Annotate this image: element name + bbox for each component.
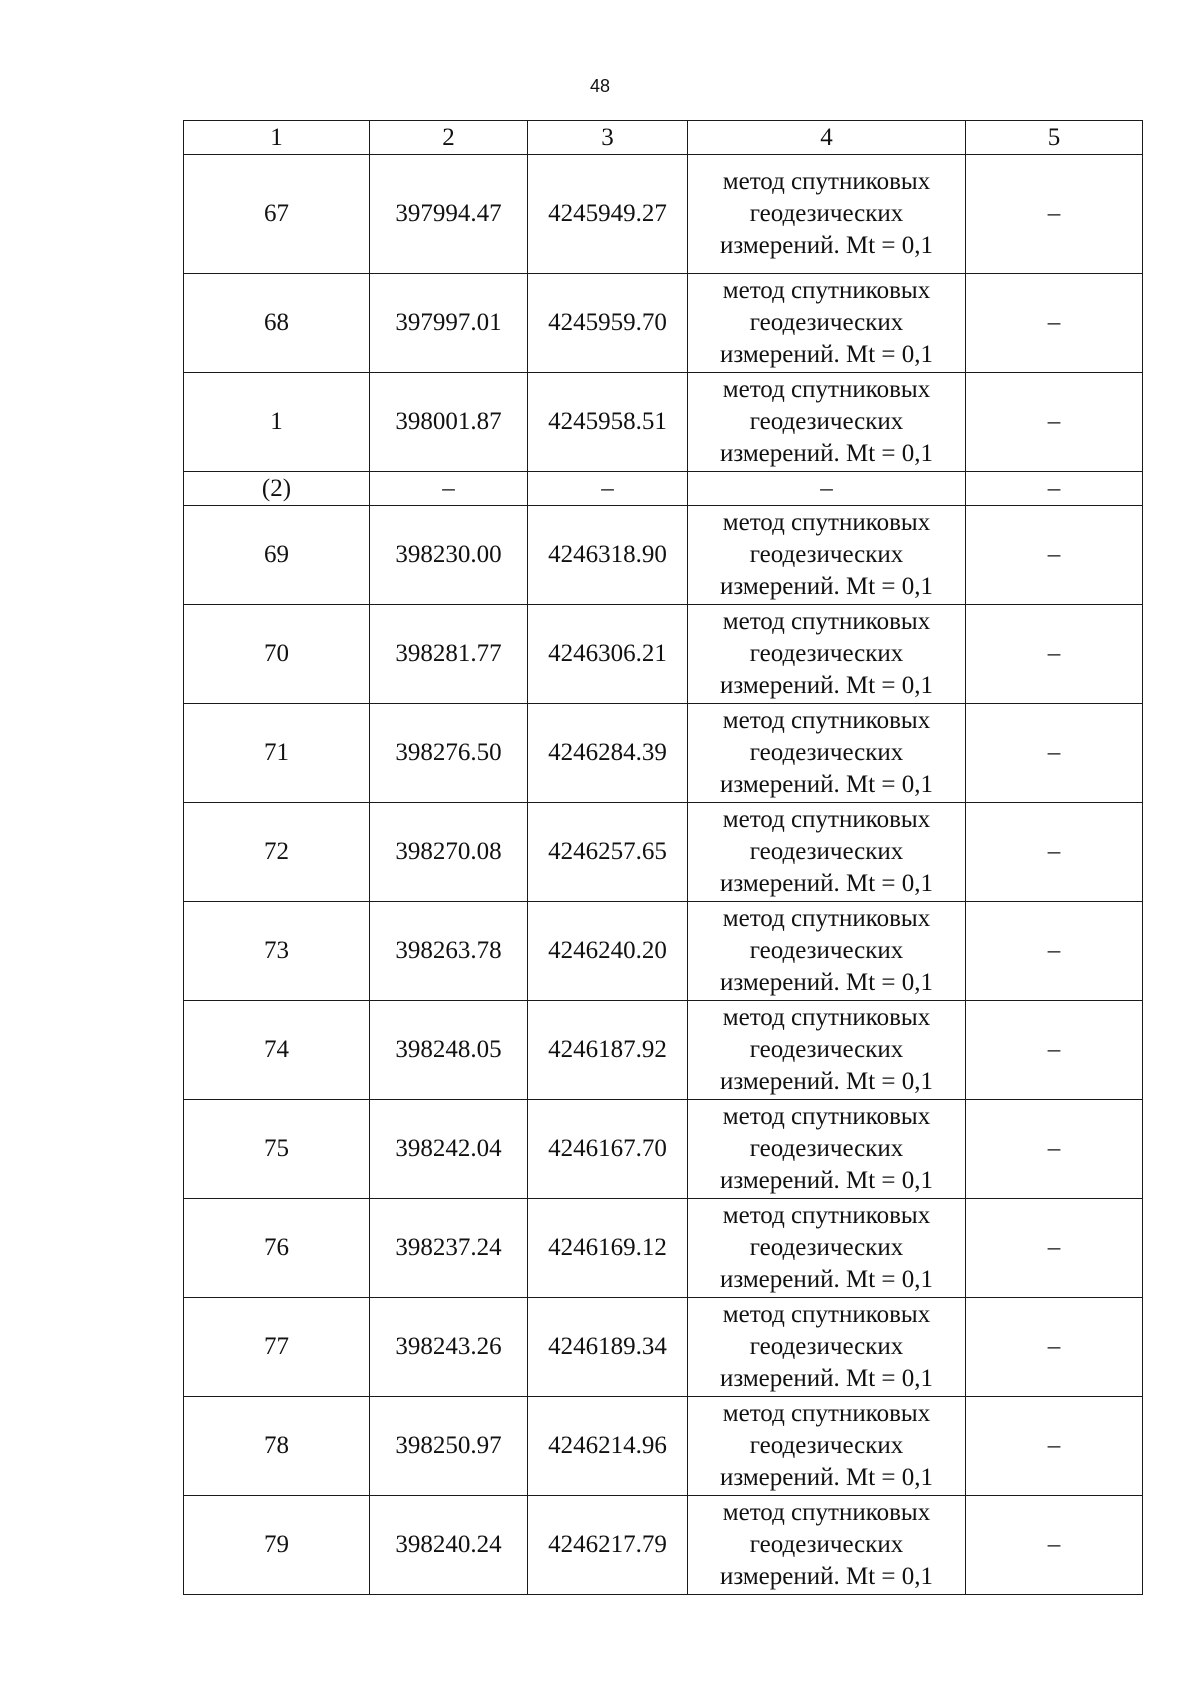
table-row (184, 1298, 1143, 1397)
method-text-line: геодезических (749, 1432, 904, 1459)
method-text-line: измерений. Mt = 0,1 (719, 672, 934, 699)
method-text-line: геодезических (749, 937, 904, 964)
method-text-line: метод спутниковых (722, 277, 931, 304)
method-text-line: метод спутниковых (722, 168, 931, 195)
method-text-line: метод спутниковых (722, 707, 931, 734)
note-cell: – (966, 803, 1143, 902)
point-number-cell: 72 (184, 803, 370, 902)
point-number-cell: 1 (184, 373, 370, 472)
note-cell: – (966, 472, 1143, 506)
y-coordinate-cell: 4246214.96 (528, 1397, 688, 1496)
method-text-line: метод спутниковых (722, 509, 931, 536)
table-header-row (184, 121, 1143, 155)
point-number-cell: 69 (184, 506, 370, 605)
x-coordinate-cell: 398276.50 (370, 704, 528, 803)
y-coordinate-cell: – (528, 472, 688, 506)
method-text-line: измерений. Mt = 0,1 (719, 1068, 934, 1095)
point-number-cell: 73 (184, 902, 370, 1001)
method-text-line: измерений. Mt = 0,1 (719, 1464, 934, 1491)
x-coordinate-cell: – (370, 472, 528, 506)
note-cell: – (966, 1298, 1143, 1397)
note-cell: – (966, 373, 1143, 472)
x-coordinate-cell: 397997.01 (370, 274, 528, 373)
point-number-cell: 67 (184, 155, 370, 274)
y-coordinate-cell: 4246169.12 (528, 1199, 688, 1298)
method-text-line: геодезических (749, 640, 904, 667)
y-coordinate-cell: 4246318.90 (528, 506, 688, 605)
note-cell: – (966, 605, 1143, 704)
point-number-cell: 79 (184, 1496, 370, 1595)
method-text-line: измерений. Mt = 0,1 (719, 1266, 934, 1293)
table-row (184, 902, 1143, 1001)
point-number-cell: 77 (184, 1298, 370, 1397)
method-text-line: геодезических (749, 200, 904, 227)
method-text-line: метод спутниковых (722, 1499, 931, 1526)
y-coordinate-cell: 4245949.27 (528, 155, 688, 274)
method-cell (688, 803, 966, 902)
note-cell: – (966, 704, 1143, 803)
table-row (184, 704, 1143, 803)
method-text-line: метод спутниковых (722, 1004, 931, 1031)
contour-label-cell: (2) (184, 472, 370, 506)
method-cell (688, 1199, 966, 1298)
note-cell: – (966, 902, 1143, 1001)
note-cell: – (966, 155, 1143, 274)
method-text-line: метод спутниковых (722, 806, 931, 833)
x-coordinate-cell: 398001.87 (370, 373, 528, 472)
x-coordinate-cell: 398243.26 (370, 1298, 528, 1397)
table-row (184, 1100, 1143, 1199)
y-coordinate-cell: 4246187.92 (528, 1001, 688, 1100)
y-coordinate-cell: 4246284.39 (528, 704, 688, 803)
column-header: 3 (528, 121, 688, 155)
method-text-line: измерений. Mt = 0,1 (719, 870, 934, 897)
y-coordinate-cell: 4246306.21 (528, 605, 688, 704)
method-text-line: метод спутниковых (722, 608, 931, 635)
method-cell (688, 1001, 966, 1100)
x-coordinate-cell: 398237.24 (370, 1199, 528, 1298)
y-coordinate-cell: 4245959.70 (528, 274, 688, 373)
method-text-line: измерений. Mt = 0,1 (719, 771, 934, 798)
method-text-line: метод спутниковых (722, 1301, 931, 1328)
note-cell: – (966, 1397, 1143, 1496)
column-header: 4 (688, 121, 966, 155)
x-coordinate-cell: 398240.24 (370, 1496, 528, 1595)
x-coordinate-cell: 397994.47 (370, 155, 528, 274)
method-text-line: измерений. Mt = 0,1 (719, 341, 934, 368)
point-number-cell: 74 (184, 1001, 370, 1100)
method-text-line: метод спутниковых (722, 376, 931, 403)
note-cell: – (966, 1496, 1143, 1595)
method-cell (688, 1100, 966, 1199)
point-number-cell: 68 (184, 274, 370, 373)
point-number-cell: 70 (184, 605, 370, 704)
column-header: 2 (370, 121, 528, 155)
method-text-line: геодезических (749, 541, 904, 568)
method-cell (688, 1397, 966, 1496)
note-cell: – (966, 274, 1143, 373)
note-cell: – (966, 1001, 1143, 1100)
method-text-line: метод спутниковых (722, 1103, 931, 1130)
method-text-line: измерений. Mt = 0,1 (719, 573, 934, 600)
x-coordinate-cell: 398242.04 (370, 1100, 528, 1199)
note-cell: – (966, 1100, 1143, 1199)
method-text-line: измерений. Mt = 0,1 (719, 440, 934, 467)
x-coordinate-cell: 398270.08 (370, 803, 528, 902)
x-coordinate-cell: 398230.00 (370, 506, 528, 605)
method-text-line: геодезических (749, 1036, 904, 1063)
method-cell (688, 373, 966, 472)
column-header: 1 (184, 121, 370, 155)
method-cell (688, 704, 966, 803)
note-cell: – (966, 506, 1143, 605)
method-cell (688, 605, 966, 704)
table-row (184, 373, 1143, 472)
contour-separator-row (184, 472, 1143, 506)
x-coordinate-cell: 398250.97 (370, 1397, 528, 1496)
point-number-cell: 76 (184, 1199, 370, 1298)
table-body (184, 155, 1143, 1595)
method-text-line: измерений. Mt = 0,1 (719, 1365, 934, 1392)
table-row (184, 274, 1143, 373)
y-coordinate-cell: 4246189.34 (528, 1298, 688, 1397)
method-text-line: измерений. Mt = 0,1 (719, 969, 934, 996)
method-text-line: геодезических (749, 408, 904, 435)
point-number-cell: 71 (184, 704, 370, 803)
method-text-line: геодезических (749, 1333, 904, 1360)
table-row (184, 1496, 1143, 1595)
method-cell (688, 155, 966, 274)
table-row (184, 1397, 1143, 1496)
page-number: 48 (589, 76, 611, 96)
method-text-line: измерений. Mt = 0,1 (719, 1563, 934, 1590)
x-coordinate-cell: 398248.05 (370, 1001, 528, 1100)
method-text-line: метод спутниковых (722, 1202, 931, 1229)
table-row (184, 1001, 1143, 1100)
x-coordinate-cell: 398263.78 (370, 902, 528, 1001)
y-coordinate-cell: 4245958.51 (528, 373, 688, 472)
x-coordinate-cell: 398281.77 (370, 605, 528, 704)
y-coordinate-cell: 4246217.79 (528, 1496, 688, 1595)
method-text-line: геодезических (749, 1531, 904, 1558)
method-cell (688, 1496, 966, 1595)
column-header: 5 (966, 121, 1143, 155)
table-row (184, 803, 1143, 902)
method-cell (688, 506, 966, 605)
method-text-line: метод спутниковых (722, 1400, 931, 1427)
method-cell (688, 1298, 966, 1397)
method-text-line: измерений. Mt = 0,1 (719, 1167, 934, 1194)
method-text-line: геодезических (749, 1234, 904, 1261)
table-row (184, 605, 1143, 704)
y-coordinate-cell: 4246167.70 (528, 1100, 688, 1199)
method-text-line: геодезических (749, 1135, 904, 1162)
method-text-line: геодезических (749, 309, 904, 336)
coordinates-table (183, 120, 1143, 1595)
table-row (184, 155, 1143, 274)
point-number-cell: 75 (184, 1100, 370, 1199)
method-cell (688, 902, 966, 1001)
note-cell: – (966, 1199, 1143, 1298)
method-cell: – (688, 472, 966, 506)
table-row (184, 1199, 1143, 1298)
y-coordinate-cell: 4246240.20 (528, 902, 688, 1001)
method-cell (688, 274, 966, 373)
point-number-cell: 78 (184, 1397, 370, 1496)
method-text-line: геодезических (749, 739, 904, 766)
table-row (184, 506, 1143, 605)
method-text-line: геодезических (749, 838, 904, 865)
method-text-line: измерений. Mt = 0,1 (719, 232, 934, 259)
y-coordinate-cell: 4246257.65 (528, 803, 688, 902)
method-text-line: метод спутниковых (722, 905, 931, 932)
